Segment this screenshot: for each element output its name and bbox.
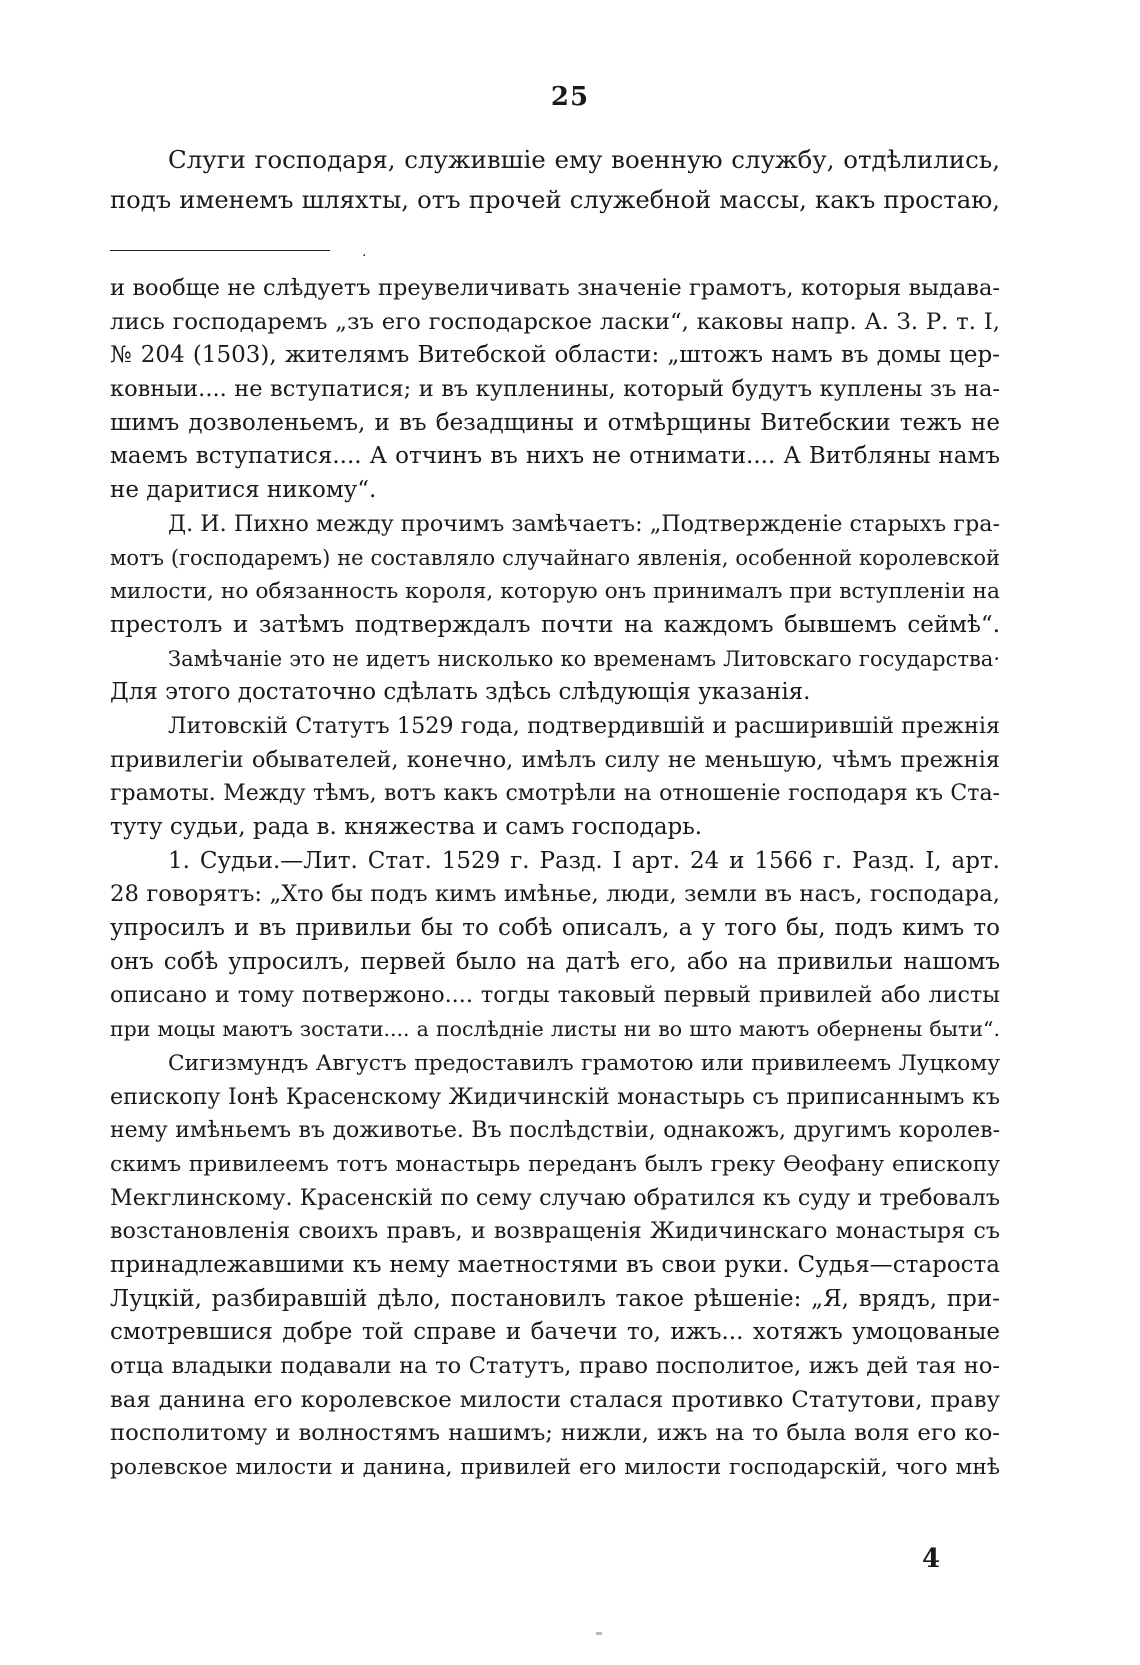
footnote-line: при моцы маютъ зостати.... а послѣднiе листы ни во што маютъ обернены быти“. [110, 1017, 1000, 1042]
main-line: подъ именемъ шляхты, отъ прочей служебной массы, какъ простаю, [110, 185, 1000, 214]
footnote-line: и вообще не слѣдуетъ преувеличивать значенiе грамотъ, которыя выдава- [110, 275, 1000, 301]
footnote-line: ковныи.... не вступатися; и въ купленины, который будутъ куплены зъ на- [110, 376, 1000, 403]
footnote-line: онъ собѣ упросилъ, первей было на датѣ его, або на привильи нашомъ [110, 948, 1000, 975]
footnote-line: туту судьи, рада в. княжества и самъ господарь. [110, 814, 703, 840]
footnote-line: шимъ дозволеньемъ, и въ безадщины и отмѣрщины Витебскии тежъ не [110, 409, 1000, 436]
footnote-line: маемъ вступатися.... А отчинъ въ нихъ не отнимати.... А Витбляны намъ [110, 443, 1000, 470]
footnote-line: мотъ (господаремъ) не составляло случайнаго явленія, особенной королевской [110, 545, 1000, 570]
footnote-line: Замѣчанiе это не идетъ нисколько ко временамъ Литовскаго государства· [168, 646, 1000, 671]
footnote-line: 28 говорятъ: „Хто бы подъ кимъ имѣнье, люди, земли въ насъ, господара, [110, 881, 1000, 908]
main-text [110, 140, 1000, 220]
footnote-line: нему имѣньемъ въ доживотье. Въ послѣдствiи, однакожъ, другимъ королев- [110, 1118, 1000, 1144]
footnote-line: Луцкiй, разбиравшiй дѣло, постановилъ такое рѣшенiе: „Я, врядъ, при- [110, 1285, 1000, 1312]
footnote-line: скимъ привилеемъ тотъ монастырь переданъ былъ греку Ѳеофану епископу [110, 1151, 1000, 1177]
footnote-line: описано и тому потвержоно.... тогды таковый первый привилей або листы [110, 982, 1000, 1009]
signature-mark: 4 [922, 1544, 941, 1574]
footnote-line: грамоты. Между тѣмъ, вотъ какъ смотрѣли на отношенiе господаря къ Ста- [110, 781, 1000, 807]
separator-dot: . [362, 244, 367, 260]
footnote-line: Для этого достаточно сдѣлать здѣсь слѣдующія указанія. [110, 679, 811, 706]
footnote-line: вая данина его королевское милости сталася противко Статутови, праву [110, 1386, 1000, 1413]
footnote-line: Д. И. Пихно между прочимъ замѣчаетъ: „Подтвержденiе старыхъ гра- [168, 510, 1000, 537]
footnote-line: престолъ и затѣмъ подтверждалъ почти на каждомъ бывшемъ сеймѣ“. [110, 611, 1000, 638]
footnote-line: епископу Іонѣ Красенскому Жидичинскiй монастырь съ приписаннымъ къ [110, 1083, 1000, 1110]
footnote-line: 1. Судьи.—Лит. Стат. 1529 г. Разд. I арт. 24 и 1566 г. Разд. I, арт. [168, 847, 1000, 874]
footnote-line: Мекглинскому. Красенскiй по сему случаю обратился къ суду и требовалъ [110, 1184, 1000, 1211]
footnote-line: принадлежавшими къ нему маетностями въ свои руки. Судья—староста [110, 1251, 1000, 1278]
footnote-separator [110, 250, 330, 251]
footnote-line: № 204 (1503), жителямъ Витебской области: „штожъ намъ въ домы цер- [110, 342, 1000, 369]
footnote-line: Литовскiй Статутъ 1529 года, подтвердившiй и расширившiй прежнія [168, 712, 1000, 739]
footnote-text [110, 272, 1000, 1485]
footnote-line: привилегіи обывателей, конечно, имѣлъ силу не меньшую, чѣмъ прежнія [110, 746, 1000, 773]
footnote-line: лись господаремъ „зъ его господарское ласки“, каковы напр. А. З. Р. т. I, [110, 308, 1000, 335]
footnote-line: ролевское милости и данина, привилей его милости господарскiй, чого мнѣ [110, 1455, 1000, 1481]
footnote-line: отца владыки подавали на то Статутъ, право посполитое, ижъ дей тая но- [110, 1353, 1000, 1379]
page-number: 25 [550, 82, 590, 112]
footnote-line: не даритися никому“. [110, 477, 377, 504]
footnote-line: упросилъ и въ привильи бы то собѣ описалъ, а у того бы, подъ кимъ то [110, 915, 1000, 942]
footnote-line: смотревшися добре той справе и бачечи то, ижъ... хотяжъ умоцованые [110, 1319, 1000, 1346]
footnote-line: возстановленія своихъ правъ, и возвращенія Жидичинскаго монастыря съ [110, 1218, 1000, 1245]
footnote-line: Сигизмундъ Августъ предоставилъ грамотою или привилеемъ Луцкому [168, 1050, 1000, 1076]
footnote-line: посполитому и волностямъ нашимъ; нижли, ижъ на то была воля его ко- [110, 1420, 1000, 1447]
main-line: Слуги господаря, служившіе ему военную службу, отдѣлились, [168, 145, 1000, 174]
footnote-line: милости, но обязанность короля, которую онъ принималъ при вступленіи на [110, 579, 1000, 605]
paper-speck [596, 1632, 602, 1635]
